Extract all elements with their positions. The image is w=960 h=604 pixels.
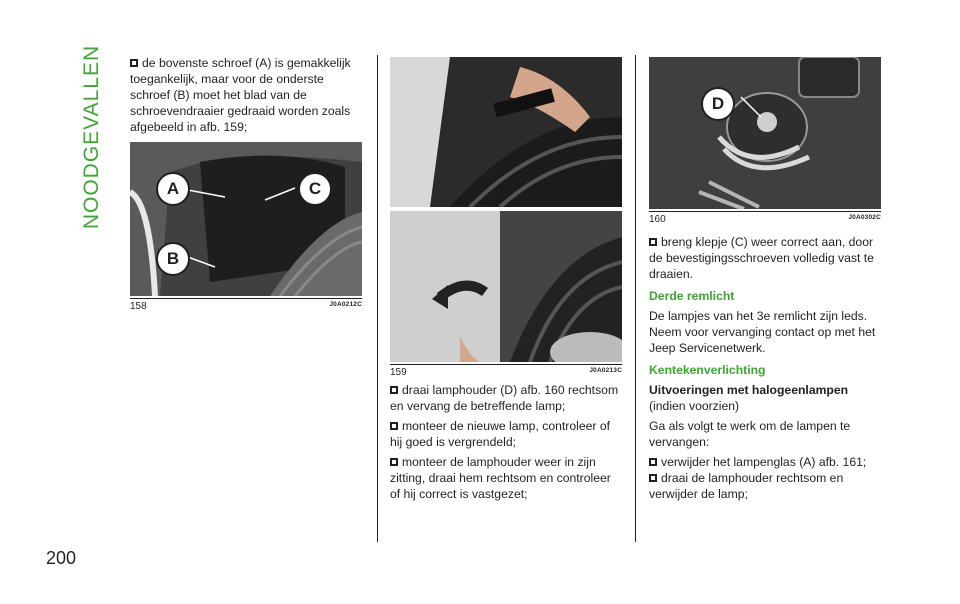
column-3 [649,234,881,506]
heading-derde-remlicht: Derde remlicht [649,289,735,303]
figure-160-caption: 160 J0A0302C [649,211,881,225]
list-item: verwijder het lampenglas (A) afb. 161; [649,454,881,470]
bullet-icon [649,458,657,466]
subheading-halogeen: Uitvoeringen met halogeenlampen (indien voorzien) [649,383,849,413]
figure-158-image [130,142,362,296]
page-number: 200 [46,548,77,568]
figure-158-caption: 158 J0A0212C [130,298,362,312]
column-divider-1 [377,55,378,542]
callout-d: D [701,87,735,121]
list-item: monteer de nieuwe lamp, controleer of hij goed is vergrendeld; [390,419,610,449]
list-item: draai lamphouder (D) afb. 160 rechtsom en vervang de betreffende lamp; [390,383,619,413]
bullet-icon [390,458,398,466]
callout-c: C [298,172,332,206]
tire-screwdriver-illustration [390,57,622,362]
list-item: draai de lamphouder rechtsom en verwijder de lamp; [649,471,844,501]
callout-b: B [156,242,190,276]
section-title: NOODGEVALLEN [80,44,103,230]
column-divider-2 [635,55,636,542]
callout-a: A [156,172,190,206]
bullet-icon [390,386,398,394]
bullet-icon [649,238,657,246]
column-1 [130,55,362,139]
figure-160-image [649,57,881,209]
bullet-icon [649,474,657,482]
bullet-icon [130,59,138,67]
bullet-icon [390,422,398,430]
list-item: de bovenste schroef (A) is gemakkelijk toegankelijk, maar voor de onderste schroef (B) moet het blad van de schroevendraaier gedraaid worden zoals afgebeeld in afb. 159; [130,56,351,134]
list-item: monteer de lamphouder weer in zijn zitting, draai hem rechtsom en controleer of hij correct is vastgezet; [390,455,611,501]
figure-159-caption: 159 J0A0213C [390,364,622,378]
column-2 [390,382,622,506]
paragraph-remlicht: De lampjes van het 3e remlicht zijn leds. Neem voor vervanging contact op met het Jeep Servicenetwerk. [649,309,876,355]
list-item: breng klepje (C) weer correct aan, door de bevestigingsschroeven volledig vast te draaien. [649,235,874,281]
heading-kentekenverlichting: Kentekenverlichting [649,363,766,377]
figure-159-image [390,57,622,362]
paragraph-procedure: Ga als volgt te werk om de lampen te vervangen: [649,419,851,449]
lamp-holder-illustration [649,57,881,209]
